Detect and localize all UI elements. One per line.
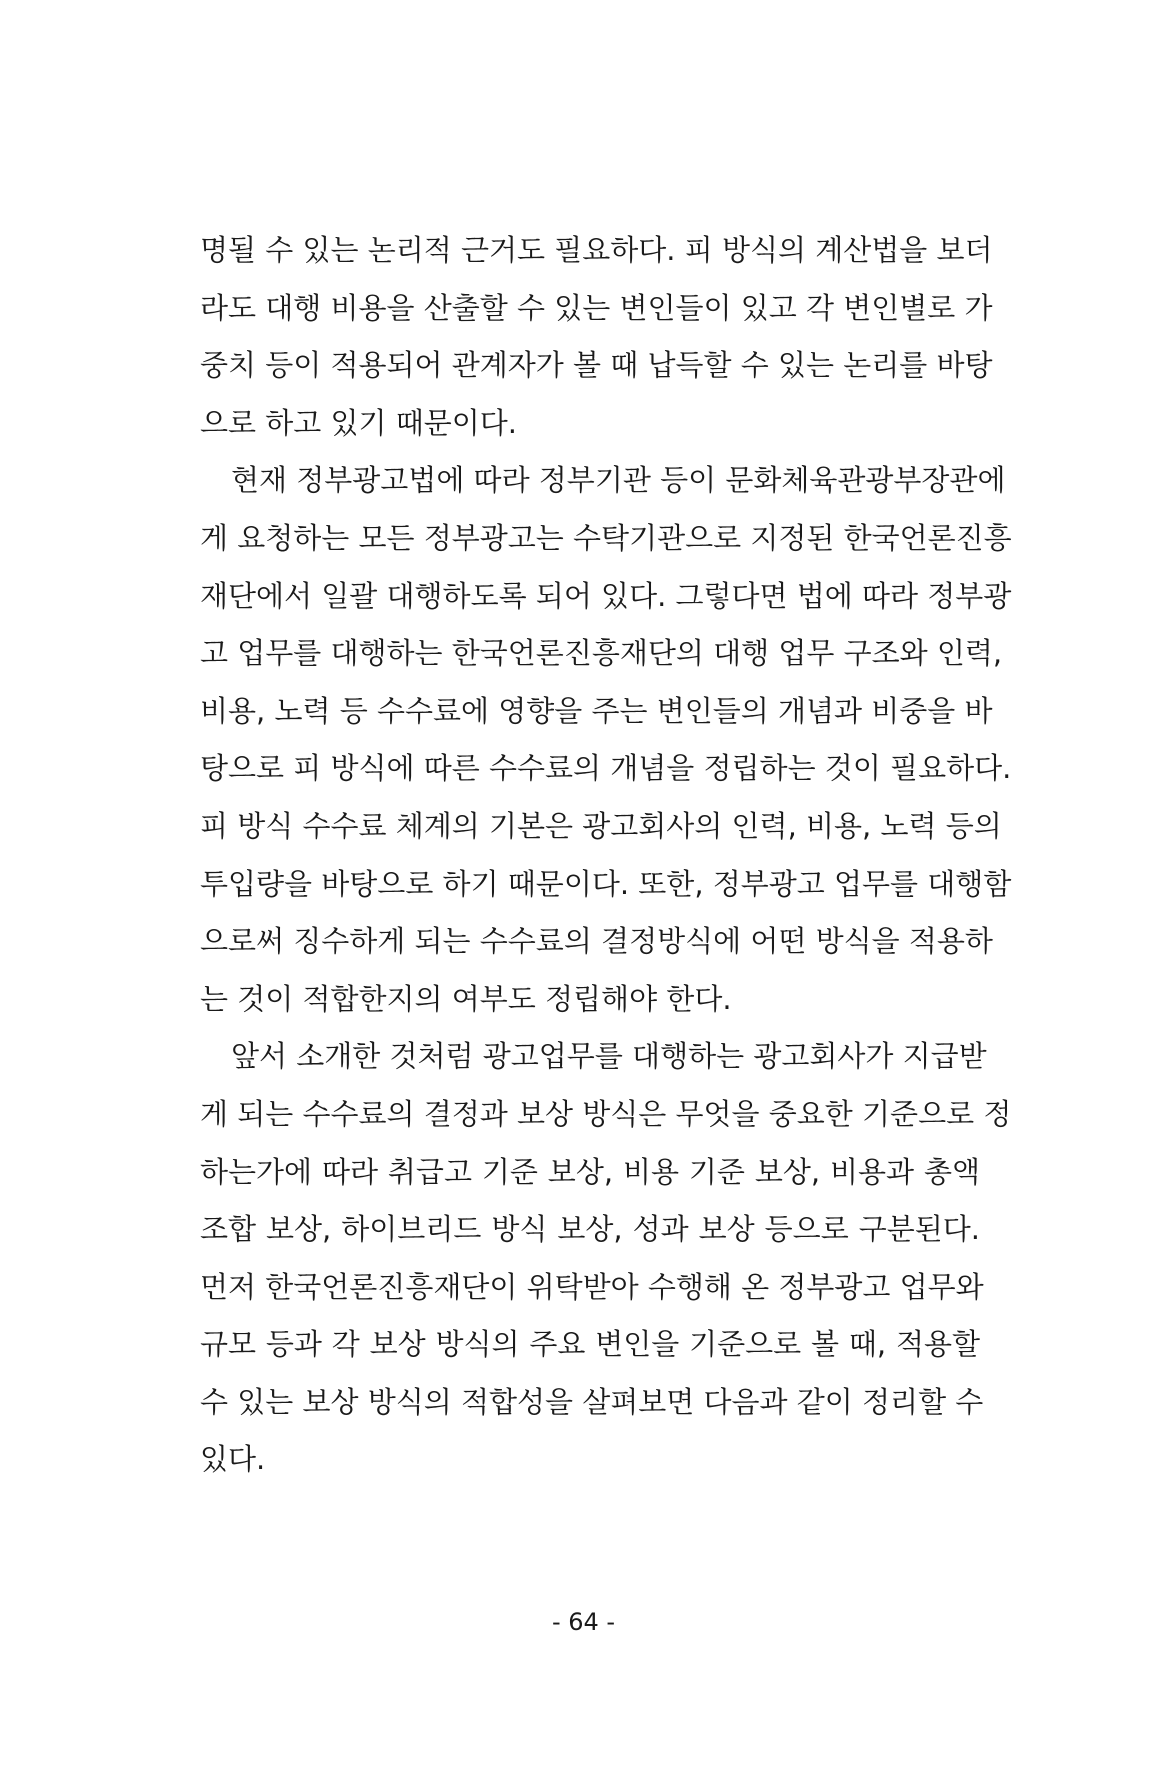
text-line: 명될 수 있는 논리적 근거도 필요하다. 피 방식의 계산법을 보더	[200, 233, 993, 267]
text-line: 으로써 징수하게 되는 수수료의 결정방식에 어떤 방식을 적용하	[200, 924, 993, 959]
text-line: 게 요청하는 모든 정부광고는 수탁기관으로 지정된 한국언론진흥	[200, 520, 1012, 555]
text-line: 앞서 소개한 것처럼 광고업무를 대행하는 광고회사가 지급받	[231, 1039, 987, 1074]
text-line: 조합 보상, 하이브리드 방식 보상, 성과 보상 등으로 구분된다.	[200, 1212, 980, 1247]
text-line: 있다.	[200, 1442, 266, 1477]
text-line: 피 방식 수수료 체계의 기본은 광고회사의 인력, 비용, 노력 등의	[200, 808, 1002, 843]
text-line: 비용, 노력 등 수수료에 영향을 주는 변인들의 개념과 비중을 바	[200, 693, 993, 728]
text-line: 현재 정부광고법에 따라 정부기관 등이 문화체육관광부장관에	[231, 463, 1006, 498]
text-line: 중치 등이 적용되어 관계자가 볼 때 납득할 수 있는 논리를 바탕	[200, 348, 993, 383]
text-line: 탕으로 피 방식에 따른 수수료의 개념을 정립하는 것이 필요하다.	[200, 751, 1012, 786]
page-number: - 64 -	[551, 1608, 616, 1636]
text-line: 고 업무를 대행하는 한국언론진흥재단의 대행 업무 구조와 인력,	[200, 636, 1003, 671]
text-line: 수 있는 보상 방식의 적합성을 살펴보면 다음과 같이 정리할 수	[200, 1384, 984, 1419]
text-line: 는 것이 적합한지의 여부도 정립해야 한다.	[200, 981, 732, 1016]
text-line: 게 되는 수수료의 결정과 보상 방식은 무엇을 중요한 기준으로 정	[200, 1096, 1012, 1131]
text-line: 라도 대행 비용을 산출할 수 있는 변인들이 있고 각 변인별로 가	[200, 290, 993, 325]
text-line: 투입량을 바탕으로 하기 때문이다. 또한, 정부광고 업무를 대행함	[200, 866, 1012, 901]
text-line: 재단에서 일괄 대행하도록 되어 있다. 그렇다면 법에 따라 정부광	[200, 578, 1012, 613]
text-line: 먼저 한국언론진흥재단이 위탁받아 수행해 온 정부광고 업무와	[200, 1269, 984, 1304]
text-line: 으로 하고 있기 때문이다.	[200, 405, 518, 440]
body-text	[200, 222, 1012, 1489]
text-line: 규모 등과 각 보상 방식의 주요 변인을 기준으로 볼 때, 적용할	[200, 1327, 980, 1362]
text-line: 하는가에 따라 취급고 기준 보상, 비용 기준 보상, 비용과 총액	[200, 1154, 980, 1189]
